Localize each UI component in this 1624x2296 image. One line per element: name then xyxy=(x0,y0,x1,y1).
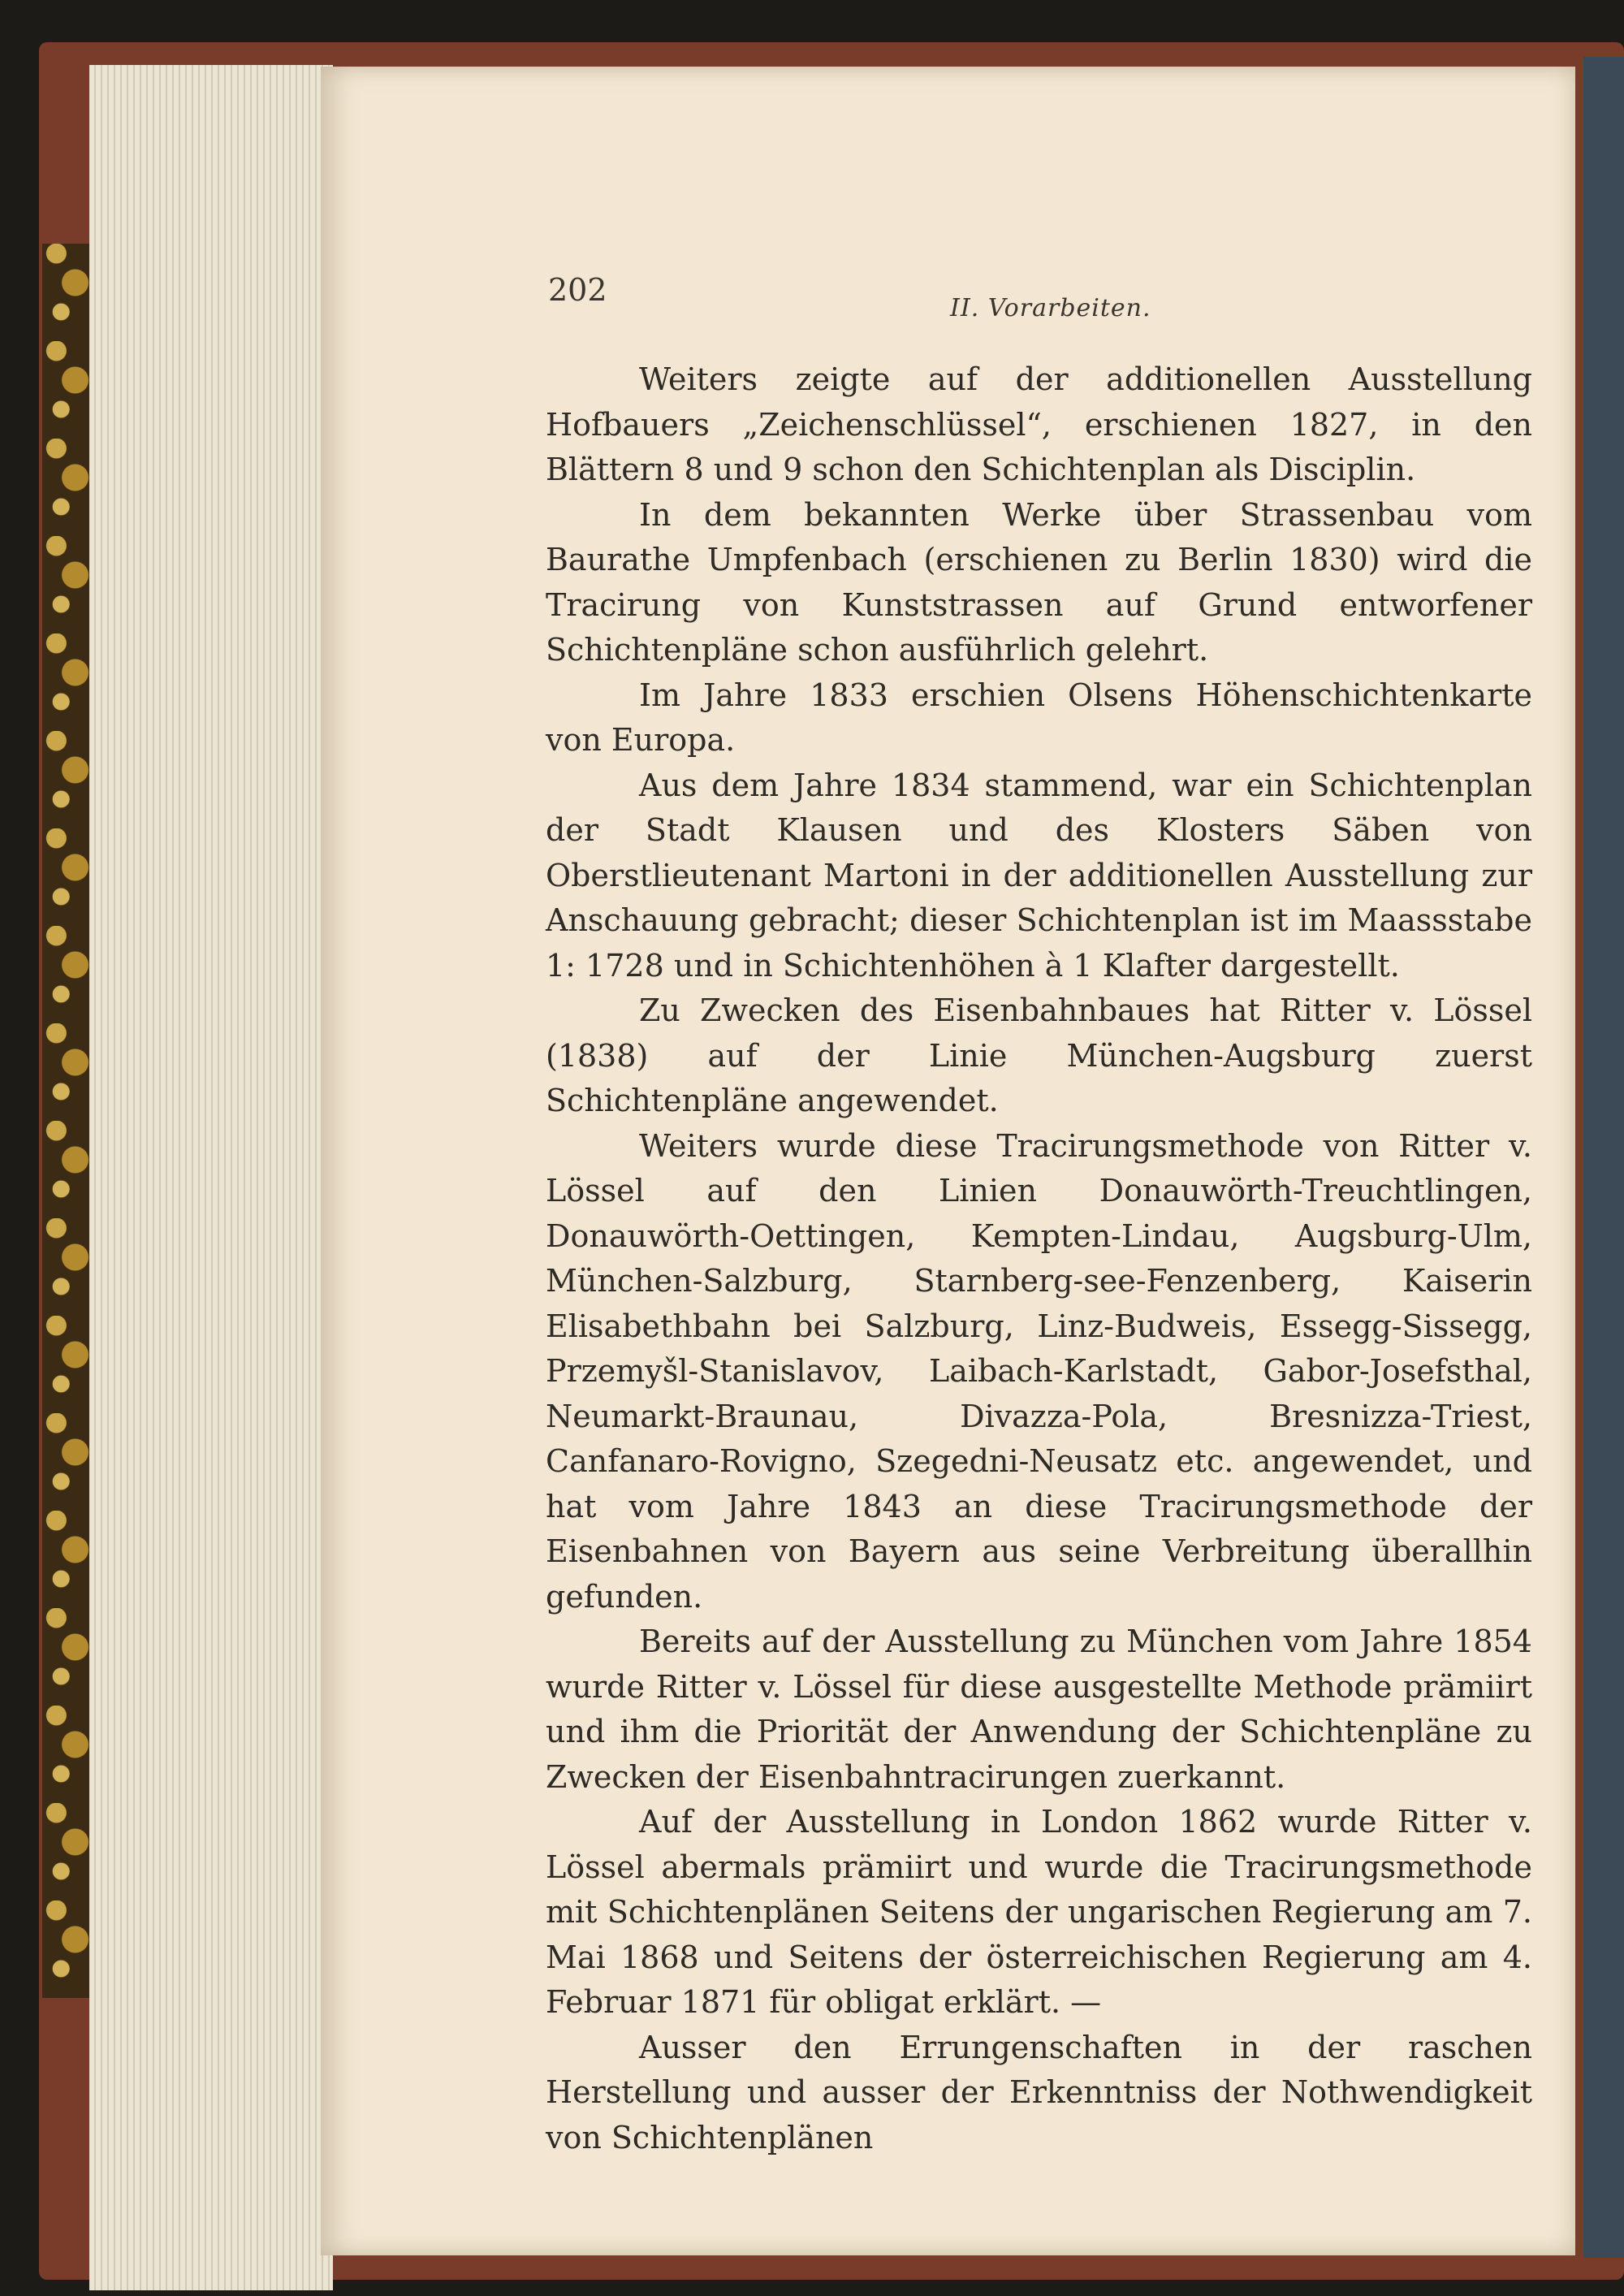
next-volume-spine xyxy=(1583,57,1624,2258)
paragraph: Auf der Ausstellung in London 1862 wurde Ritter v. Lössel abermals prämiirt und wurde die Tracirungsmethode mit Schichtenplänen Seitens der ungarischen Regierung am 7. Mai 1868 und Seitens der österreichischen Regierung am 4. Februar 1871 für obligat erklärt. — xyxy=(546,1804,1532,2020)
paragraph: Weiters wurde diese Tracirungsmethode von Ritter v. Lössel auf den Linien Donauwörth-Treuchtlingen, Donauwörth-Oettingen, Kempten-Lindau, Augsburg-Ulm, München-Salzburg, Starnberg-see-Fenzenberg, Kaiserin Elisabethbahn bei Salzburg, Linz-Budweis, Essegg-Sissegg, Przemyšl-Stanislavov, Laibach-Karlstadt, Gabor-Josefsthal, Neumarkt-Braunau, Divazza-Pola, Bresnizza-Triest, Canfanaro-Rovigno, Szegedni-Neusatz etc. angewendet, und hat vom Jahre 1843 an diese Tracirungsmethode der Eisenbahnen von Bayern aus seine Verbreitung überallhin gefunden. xyxy=(546,1127,1532,1615)
paragraph: Im Jahre 1833 erschien Olsens Höhenschichtenkarte von Europa. xyxy=(546,677,1532,758)
paragraph: Aus dem Jahre 1834 stammend, war ein Schichtenplan der Stadt Klausen und des Klosters Säben von Oberstlieutenant Martoni in der additionellen Ausstellung zur Anschauung gebracht; dieser Schichtenplan ist im Maassstabe 1: 1728 und in Schichtenhöhen à 1 Klafter dargestellt. xyxy=(546,767,1532,984)
page-number: 202 xyxy=(548,272,607,308)
page-edges xyxy=(89,65,333,2290)
body-text xyxy=(546,357,1532,2160)
paragraph: Bereits auf der Ausstellung zu München vom Jahre 1854 wurde Ritter v. Lössel für diese ausgestellte Methode prämiirt und ihm die Priorität der Anwendung der Schichtenpläne zu Zwecken der Eisenbahntracirungen zuerkannt. xyxy=(546,1624,1532,1795)
paragraph: Weiters zeigte auf der additionellen Ausstellung Hofbauers „Zeichenschlüssel“, erschienen 1827, in den Blättern 8 und 9 schon den Schichtenplan als Disciplin. xyxy=(546,361,1532,487)
running-head: II. Vorarbeiten. xyxy=(950,294,1151,322)
paragraph: Ausser den Errungenschaften in der raschen Herstellung und ausser der Erkenntniss der Nothwendigkeit von Schichtenplänen xyxy=(546,2029,1532,2155)
paragraph: In dem bekannten Werke über Strassenbau vom Baurathe Umpfenbach (erschienen zu Berlin 1830) wird die Tracirung von Kunststrassen auf Grund entworfener Schichtenpläne schon ausführlich gelehrt. xyxy=(546,496,1532,668)
paragraph: Zu Zwecken des Eisenbahnbaues hat Ritter v. Lössel (1838) auf der Linie München-Augsburg zuerst Schichtenpläne angewendet. xyxy=(546,992,1532,1118)
marbled-edge xyxy=(42,244,89,1998)
